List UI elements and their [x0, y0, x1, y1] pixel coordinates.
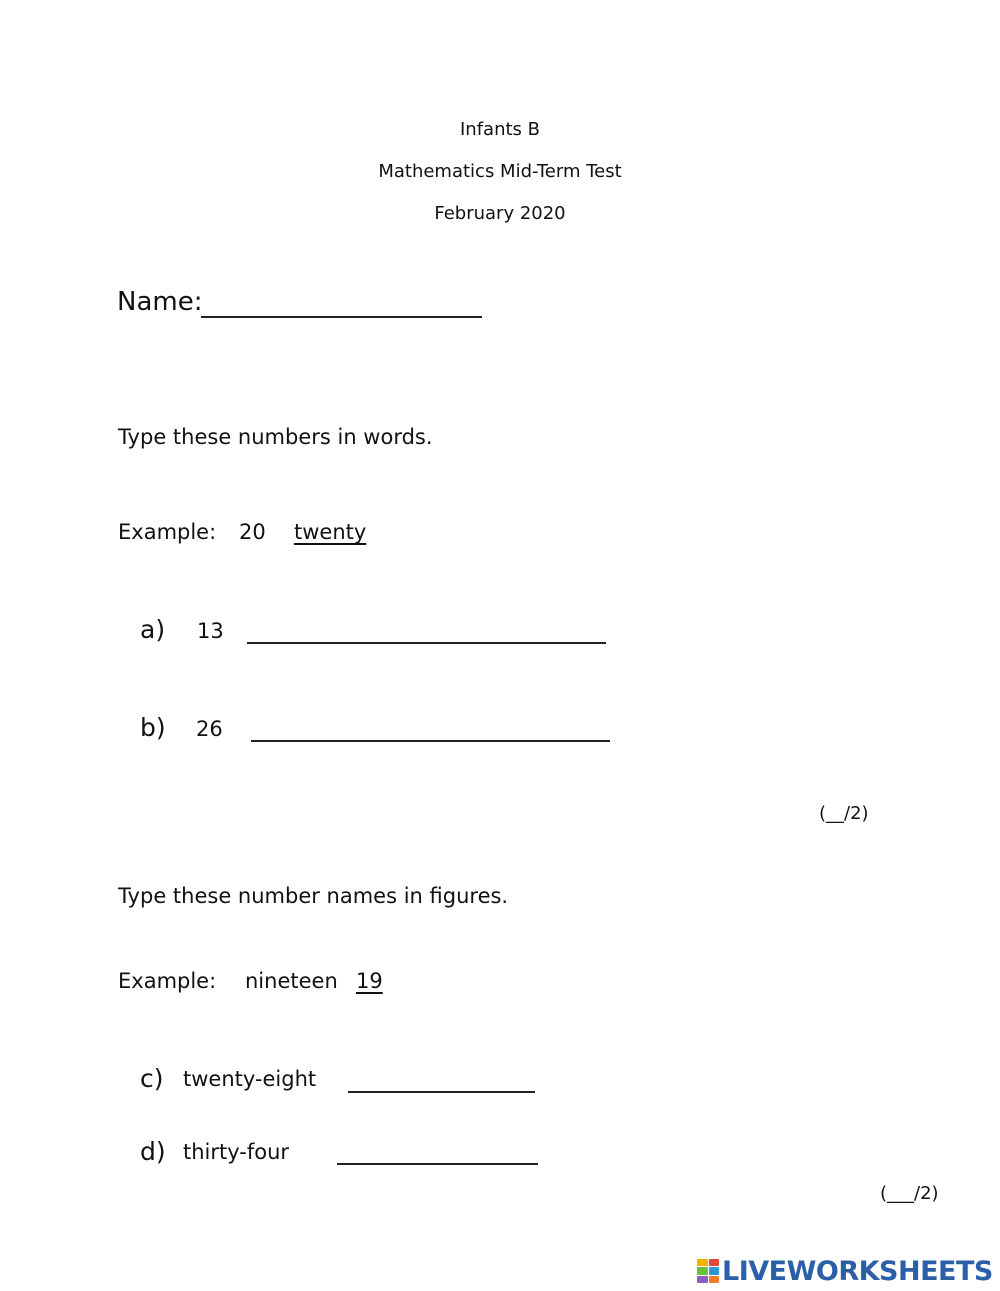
question-a-prompt: 13: [197, 619, 224, 643]
question-b-letter: b): [140, 713, 166, 742]
section1-score: (__/2): [819, 803, 869, 824]
logo-blocks-icon: [697, 1259, 719, 1283]
section2-example-label: Example:: [118, 969, 217, 993]
section1-example-answer: twenty: [294, 520, 367, 544]
question-c-answer-line[interactable]: [348, 1091, 535, 1093]
question-d-answer-line[interactable]: [337, 1163, 538, 1165]
section2-instruction: Type these number names in figures.: [118, 884, 509, 908]
question-d-prompt: thirty-four: [183, 1140, 290, 1164]
question-d-letter: d): [140, 1137, 166, 1166]
name-input-line[interactable]: [201, 316, 482, 318]
section2-example-words: nineteen: [245, 969, 338, 993]
test-date: February 2020: [434, 203, 566, 224]
class-name: Infants B: [460, 119, 540, 140]
question-b-answer-line[interactable]: [251, 740, 610, 742]
logo-text: LIVEWORKSHEETS: [722, 1255, 993, 1287]
section1-example-label: Example:: [118, 520, 217, 544]
section1-instruction: Type these numbers in words.: [118, 425, 433, 449]
question-a-answer-line[interactable]: [247, 642, 606, 644]
test-title: Mathematics Mid-Term Test: [378, 161, 622, 182]
section2-example-answer: 19: [356, 969, 383, 993]
question-c-prompt: twenty-eight: [183, 1067, 317, 1091]
name-label: Name:: [117, 287, 203, 317]
liveworksheets-logo: [697, 1254, 993, 1288]
question-a-letter: a): [140, 615, 166, 644]
question-b-prompt: 26: [196, 717, 223, 741]
section2-score: (___/2): [880, 1183, 939, 1204]
section1-example-number: 20: [239, 520, 266, 544]
question-c-letter: c): [140, 1064, 164, 1093]
